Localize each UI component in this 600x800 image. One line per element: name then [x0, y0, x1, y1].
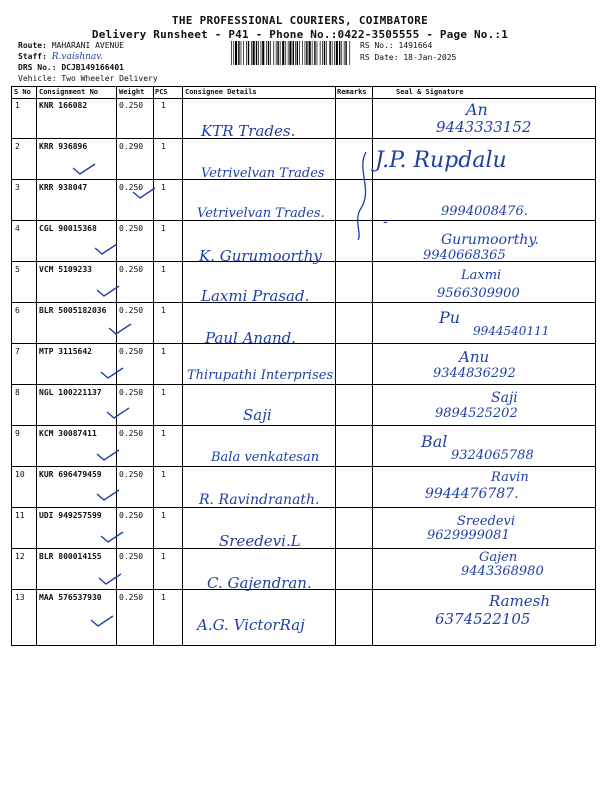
rs-date-value: 18-Jan-2025	[403, 53, 457, 62]
row-sno: 8	[15, 388, 20, 397]
row-consignee-name: A.G. VictorRaj	[197, 616, 305, 634]
row-consignee-name: Bala venkatesan	[211, 450, 320, 465]
row-pcs: 1	[161, 429, 166, 438]
remark-mark: -	[383, 214, 388, 230]
row-consignment-no: KNR 166082	[39, 101, 88, 110]
row-sno: 2	[15, 142, 20, 151]
row-consignee-name: KTR Trades.	[201, 122, 296, 140]
rs-no-value: 1491664	[398, 41, 433, 50]
row-sno: 13	[15, 593, 25, 602]
check-mark-icon	[99, 530, 125, 544]
barcode-image	[230, 41, 352, 65]
row-signature: An	[466, 100, 488, 119]
row-weight: 0.290	[119, 142, 144, 151]
row-pcs: 1	[161, 265, 166, 274]
staff-label: Staff:	[18, 52, 47, 61]
check-mark-icon	[95, 488, 121, 502]
row-weight: 0.250	[119, 593, 144, 602]
row-weight: 0.250	[119, 224, 144, 233]
rs-date-line	[360, 53, 456, 62]
row-sno: 5	[15, 265, 20, 274]
row-sno: 7	[15, 347, 20, 356]
row-signature: Saji	[491, 390, 518, 406]
row-sno: 6	[15, 306, 20, 315]
runsheet-table	[11, 86, 596, 646]
row-pcs: 1	[161, 511, 166, 520]
row-phone: 9629999081	[427, 528, 510, 543]
header-consignee: Consignee Details	[185, 88, 257, 96]
check-mark-icon	[89, 614, 115, 628]
row-weight: 0.250	[119, 470, 144, 479]
row-pcs: 1	[161, 183, 166, 192]
runsheet-title: Delivery Runsheet - P41 - Phone No.:0422-3505555 - Page No.:1	[91, 28, 509, 41]
row-consignee-name: C. Gajendran.	[207, 574, 312, 592]
row-consignee-name: K. Gurumoorthy	[199, 247, 322, 265]
row-pcs: 1	[161, 224, 166, 233]
row-consignment-no: BLR 800014155	[39, 552, 102, 561]
row-phone: 9443333152	[436, 118, 532, 136]
header-weight: Weight	[119, 88, 145, 96]
row-consignee-name: Paul Anand.	[205, 329, 297, 347]
route-label: Route:	[18, 41, 47, 50]
rs-date-label: RS Date:	[360, 53, 399, 62]
row-signature: Anu	[459, 348, 490, 366]
route-value: MAHARANI AVENUE	[51, 41, 124, 50]
row-weight: 0.250	[119, 347, 144, 356]
header-consignment: Consignment No	[39, 88, 99, 96]
row-sno: 9	[15, 429, 20, 438]
row-consignment-no: VCM 5109233	[39, 265, 92, 274]
row-signature: Gajen	[479, 550, 518, 565]
row-sno: 4	[15, 224, 20, 233]
staff-value: R.vaishnav.	[51, 52, 104, 62]
row-consignee-name: Laxmi Prasad.	[201, 287, 310, 305]
drs-line	[18, 63, 124, 72]
row-consignment-no: KRR 936896	[39, 142, 88, 151]
row-consignment-no: MAA 576537930	[39, 593, 102, 602]
header-pcs: PCS	[155, 88, 168, 96]
big-signature: J.P. Rupdalu	[375, 148, 507, 173]
row-consignment-no: MTP 3115642	[39, 347, 92, 356]
row-pcs: 1	[161, 347, 166, 356]
row-signature: Laxmi	[461, 268, 502, 283]
route-line	[18, 41, 124, 50]
row-pcs: 1	[161, 552, 166, 561]
row-weight: 0.250	[119, 552, 144, 561]
drs-value: DCJB149166401	[61, 63, 124, 72]
row-consignment-no: BLR 5005182036	[39, 306, 107, 315]
row-sno: 12	[15, 552, 25, 561]
row-phone: 9994008476.	[441, 204, 528, 219]
row-phone: 9944540111	[473, 324, 550, 338]
rs-no-line	[360, 41, 432, 50]
row-pcs: 1	[161, 470, 166, 479]
check-mark-icon	[95, 448, 121, 462]
row-phone: 9940668365	[423, 248, 506, 263]
check-mark-icon	[97, 572, 123, 586]
vehicle-line	[18, 74, 158, 83]
row-phone: 9344836292	[433, 366, 516, 381]
header-sno: S No	[14, 88, 31, 96]
row-consignee-name: Sreedevi.L	[219, 532, 301, 550]
row-consignment-no: KCM 30087411	[39, 429, 97, 438]
row-phone: 9566309900	[437, 286, 520, 301]
row-weight: 0.250	[119, 429, 144, 438]
check-mark-icon	[71, 162, 97, 176]
row-sno: 10	[15, 470, 25, 479]
row-weight: 0.250	[119, 388, 144, 397]
row-consignment-no: KUR 696479459	[39, 470, 102, 479]
check-mark-icon	[131, 186, 157, 200]
row-phone: 9324065788	[451, 448, 534, 463]
row-pcs: 1	[161, 306, 166, 315]
vehicle-label: Vehicle:	[18, 74, 57, 83]
row-pcs: 1	[161, 142, 166, 151]
check-mark-icon	[107, 322, 133, 336]
bracket-stroke	[352, 150, 376, 242]
check-mark-icon	[99, 366, 125, 380]
row-phone: 9894525202	[435, 406, 518, 421]
row-consignment-no: UDI 949257599	[39, 511, 102, 520]
row-pcs: 1	[161, 593, 166, 602]
row-pcs: 1	[161, 388, 166, 397]
company-title: THE PROFESSIONAL COURIERS, COIMBATORE	[171, 14, 429, 27]
drs-label: DRS No.:	[18, 63, 57, 72]
row-signature: Bal	[421, 432, 448, 451]
row-sno: 1	[15, 101, 20, 110]
row-signature: Pu	[439, 308, 461, 327]
row-consignee-name: Vetrivelvan Trades.	[197, 206, 325, 221]
row-weight: 0.250	[119, 511, 144, 520]
staff-line	[18, 52, 103, 62]
check-mark-icon	[105, 406, 131, 420]
row-signature: Ravin	[491, 470, 529, 485]
vehicle-value: Two Wheeler Delivery	[61, 74, 158, 83]
row-signature: Gurumoorthy.	[441, 232, 539, 248]
check-mark-icon	[93, 242, 119, 256]
rs-no-label: RS No.:	[360, 41, 394, 50]
header-seal: Seal & Signature	[396, 88, 464, 96]
row-consignment-no: NGL 100221137	[39, 388, 102, 397]
row-phone: 9944476787.	[425, 486, 519, 502]
row-weight: 0.250	[119, 306, 144, 315]
row-consignee-name: Thirupathi Interprises.	[187, 368, 338, 383]
row-phone: 6374522105	[435, 610, 531, 628]
row-sno: 3	[15, 183, 20, 192]
row-consignee-name: Saji	[243, 406, 272, 424]
row-sno: 11	[15, 511, 25, 520]
row-signature: Sreedevi	[457, 514, 516, 529]
row-consignee-name: Vetrivelvan Trades	[201, 166, 325, 181]
row-weight: 0.250	[119, 265, 144, 274]
row-phone: 9443368980	[461, 564, 544, 579]
row-consignment-no: CGL 90015368	[39, 224, 97, 233]
row-weight: 0.250	[119, 183, 144, 192]
row-consignment-no: KRR 938047	[39, 183, 88, 192]
row-pcs: 1	[161, 101, 166, 110]
row-consignee-name: R. Ravindranath.	[199, 492, 320, 508]
row-signature: Ramesh	[489, 592, 551, 610]
check-mark-icon	[95, 284, 121, 298]
row-weight: 0.250	[119, 101, 144, 110]
header-remarks: Remarks	[337, 88, 367, 96]
